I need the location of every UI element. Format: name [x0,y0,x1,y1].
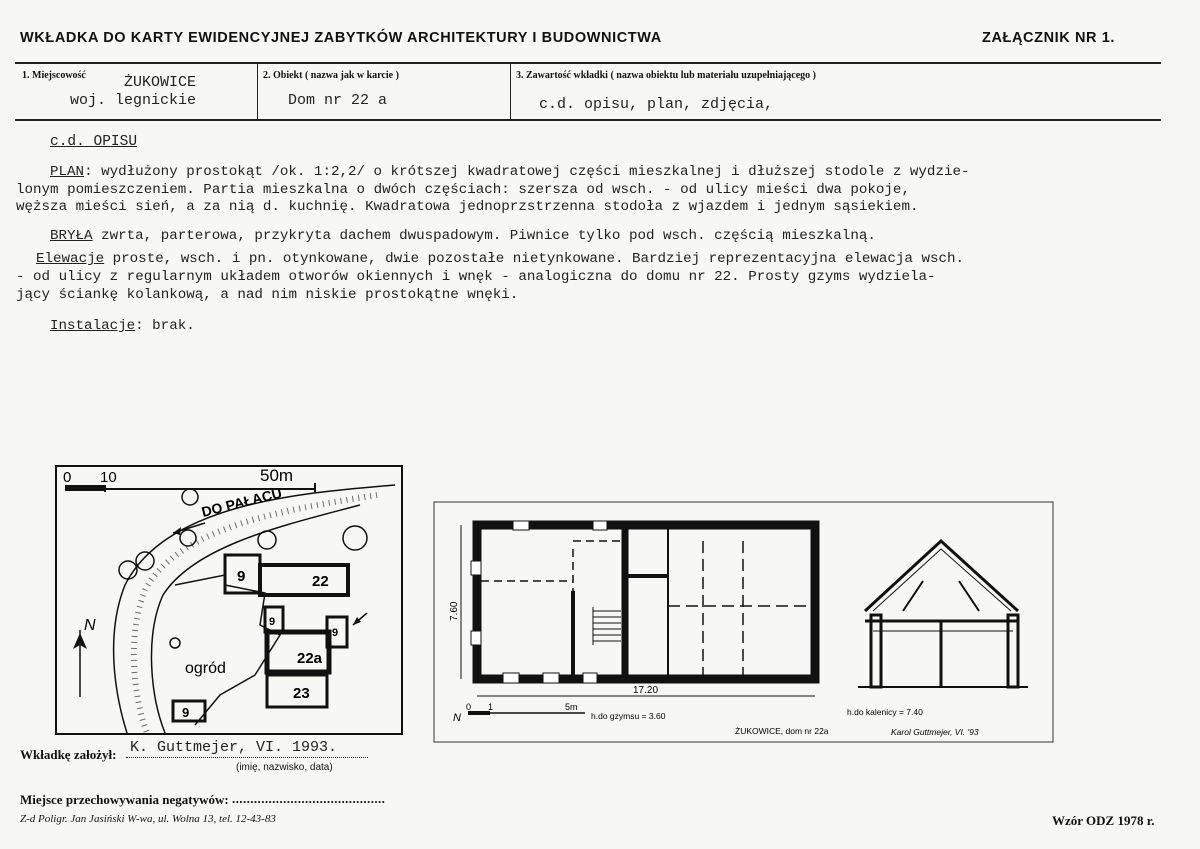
field-divider-2 [510,64,511,120]
tree [343,526,367,550]
elewacje-text: proste, wsch. i pn. otynkowane, dwie pozostałe nietynkowane. Bardziej reprezentacyjna elewacja wsch. [104,251,965,268]
field-3-value: c.d. opisu, plan, zdjęcia, [539,96,774,113]
road-edge-outer [114,485,395,733]
road-hatch [134,495,377,733]
site-scale-10: 10 [100,469,117,486]
cornice-height: h.do gzymsu = 3.60 [591,711,666,721]
building-23-label: 23 [293,685,310,702]
elewacje-label: Elewacje [36,251,105,268]
field-2-value: Dom nr 22 a [288,92,388,109]
elewacje-line-3: jący ściankę kolankową, a nad nim niskie prostokątne wnęki. [16,286,519,303]
tree [258,531,276,549]
plan-north-label: N [453,712,461,724]
site-scale-50: 50m [260,466,294,485]
ridge-height: h.do kalenicy = 7.40 [847,707,923,717]
field-divider-1 [257,64,258,120]
building-22 [260,565,348,595]
plan-scale-1: 1 [488,702,494,712]
site-scale-0: 0 [63,469,72,486]
plan-line-3: węższa mieści sień, a za nią d. kuchnię. Kwadratowa jednoprzstrzenna stodoła z wjazdem i jednym sąsiekiem. [16,199,919,216]
fields-bottom-rule [15,119,1161,121]
tree [182,489,198,505]
building-9c-label: 9 [332,627,339,639]
form-model: Wzór ODZ 1978 r. [1052,813,1155,828]
form-title: WKŁADKA DO KARTY EWIDENCYJNEJ ZABYTKÓW ARCHITEKTURY I BUDOWNICTWA [20,30,662,46]
plan-line-2: lonym pomieszczeniem. Partia mieszkalna o dwóch częściach: szersza od wsch. - od ulicy mieści dwa pokoje, [16,181,910,198]
founder-value: K. Guttmejer, VI. 1993. [130,739,338,756]
field-1-label: 1. Miejscowość [22,70,86,81]
building-22a-label: 22a [297,650,323,667]
garden-label: ogród [185,660,226,677]
plan-outer-wall [477,525,815,679]
negatives-label: Miejsce przechowywania negatywów: [20,792,229,807]
printer-info: Z-d Poligr. Jan Jasiński W-wa, ul. Wolna 13, tel. 12-43-83 [20,813,276,825]
drawing-caption: ŻUKOWICE, dom nr 22a [735,726,829,736]
drawing-author: Karol Guttmejer, VI. '93 [891,727,979,737]
tree [180,530,196,546]
field-1-value-voivodeship: woj. legnickie [70,92,197,109]
bryla-label: BRYŁA [50,227,93,244]
plan-scale-0: 0 [466,702,472,712]
floor-plan-sheet [433,501,1055,744]
tree [170,638,180,648]
tree [136,552,154,570]
plan-label: PLAN [50,164,85,180]
plan-text: : wydłużony prostokąt /ok. 1:2,2/ o krótszej kwadratowej części mieszkalnej i dłuższej stodole z wydzie- [84,164,970,180]
elewacje-line-2: - od ulicy z regularnym układem otworów okiennych i wnęk - analogiczna do domu nr 22. Prosty gzyms wydziela- [16,268,936,285]
bryla-text: zwrta, parterowa, przykryta dachem dwuspadowym. Piwnice tylko pod wsch. częścią mieszkalną. [92,227,876,244]
dim-height: 7.60 [449,601,460,621]
field-2-label: 2. Obiekt ( nazwa jak w karcie ) [263,70,399,81]
building-22-label: 22 [312,573,329,590]
founder-label: Wkładkę założył: [20,747,117,762]
founder-dotline [126,757,368,758]
site-plan [55,465,403,735]
founder-hint: (imię, nazwisko, data) [236,762,333,773]
cross-section [858,541,1028,687]
building-9a-label: 9 [237,568,246,585]
plan-stairs [593,607,621,645]
top-rule [15,62,1161,64]
site-north-label: N [84,617,96,634]
road-label: DO PAŁACU [199,484,284,520]
building-9b-label: 9 [269,616,276,628]
plan-scale-5: 5m [565,702,578,712]
description-body [16,164,1186,336]
field-3-label: 3. Zawartość wkładki ( nazwa obiektu lub materiału uzupełniającego ) [516,70,817,81]
field-1-value-town: ŻUKOWICE [124,74,197,91]
dim-width: 17.20 [633,685,659,696]
building-9d-label: 9 [182,705,190,720]
description-heading: c.d. OPISU [50,134,138,150]
instalacje-text: : brak. [135,318,195,335]
instalacje-label: Instalacje [50,318,136,335]
annex-number: ZAŁĄCZNIK NR 1. [982,30,1116,46]
negatives-dots: .......................................... [232,791,386,806]
road-edge-inner [151,505,360,733]
